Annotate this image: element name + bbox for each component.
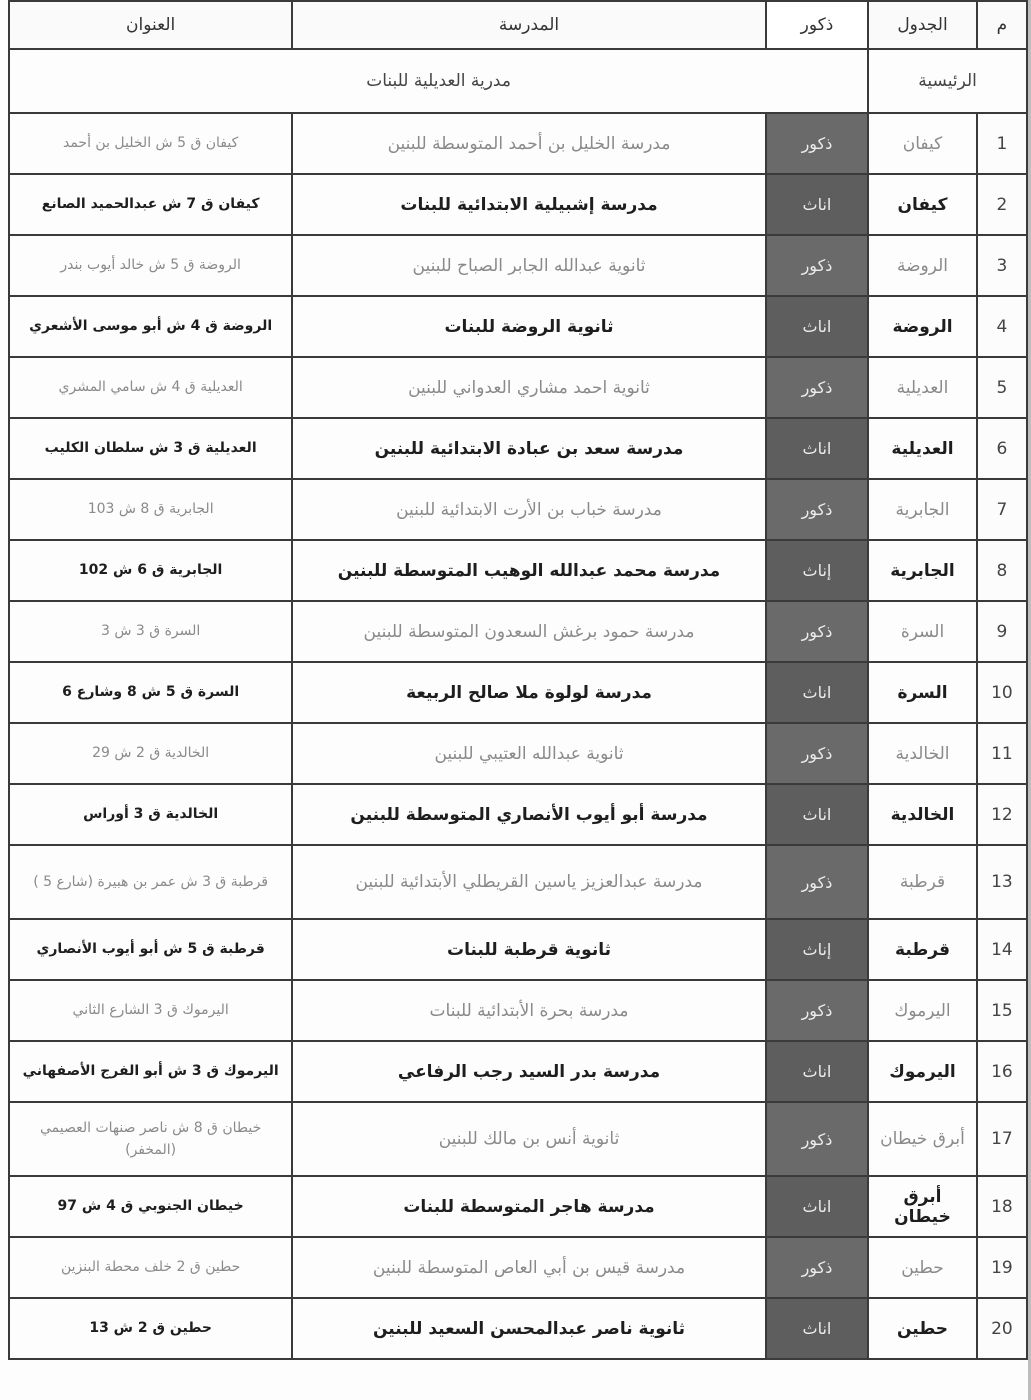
table-row — [9, 540, 1027, 601]
row-gender-badge: ذكور — [766, 357, 868, 418]
row-gender-badge: ذكور — [766, 1237, 868, 1298]
row-school-name: مدرسة سعد بن عبادة الابتدائية للبنين — [292, 418, 765, 479]
row-school-name: ثانوية احمد مشاري العدواني للبنين — [292, 357, 765, 418]
row-school-name: مدرسة محمد عبدالله الوهيب المتوسطة للبنين — [292, 540, 765, 601]
row-gender-badge: ذكور — [766, 723, 868, 784]
row-gender-badge: اناث — [766, 174, 868, 235]
row-number: 1 — [977, 113, 1027, 174]
row-area: الجابرية — [868, 540, 977, 601]
row-number: 17 — [977, 1102, 1027, 1176]
row-address: الجابرية ق 8 ش 103 — [9, 479, 292, 540]
row-school-name: مدرسة الخليل بن أحمد المتوسطة للبنين — [292, 113, 765, 174]
row-school-name: مدرسة بحرة الأبتدائية للبنات — [292, 980, 765, 1041]
row-address: الروضة ق 5 ش خالد أيوب بندر — [9, 235, 292, 296]
table-row — [9, 601, 1027, 662]
table-row — [9, 1102, 1027, 1176]
table-row — [9, 723, 1027, 784]
row-school-name: مدرسة خباب بن الأرت الابتدائية للبنين — [292, 479, 765, 540]
row-address: العديلية ق 4 ش سامي المشري — [9, 357, 292, 418]
row-area: الروضة — [868, 235, 977, 296]
row-school-name: ثانوية الروضة للبنات — [292, 296, 765, 357]
row-school-name: ثانوية ناصر عبدالمحسن السعيد للبنين — [292, 1298, 765, 1359]
row-school-name: ثانوية قرطبة للبنات — [292, 919, 765, 980]
row-gender-badge: اناث — [766, 1041, 868, 1102]
row-school-name: مدرسة أبو أيوب الأنصاري المتوسطة للبنين — [292, 784, 765, 845]
row-address: السرة ق 5 ش 8 وشارع 6 — [9, 662, 292, 723]
row-number: 2 — [977, 174, 1027, 235]
row-number: 19 — [977, 1237, 1027, 1298]
row-number: 14 — [977, 919, 1027, 980]
row-gender-badge: ذكور — [766, 845, 868, 919]
row-number: 16 — [977, 1041, 1027, 1102]
row-address: قرطبة ق 5 ش أبو أيوب الأنصاري — [9, 919, 292, 980]
table-row — [9, 418, 1027, 479]
row-gender-badge: اناث — [766, 296, 868, 357]
row-area: السرة — [868, 601, 977, 662]
row-school-name: ثانوية عبدالله العتيبي للبنين — [292, 723, 765, 784]
row-number: 6 — [977, 418, 1027, 479]
row-school-name: ثانوية أنس بن مالك للبنين — [292, 1102, 765, 1176]
table-row — [9, 357, 1027, 418]
row-address: قرطبة ق 3 ش عمر بن هبيرة (شارع 5 ) — [9, 845, 292, 919]
row-gender-badge: إناث — [766, 540, 868, 601]
row-area: أبرق خيطان — [868, 1102, 977, 1176]
row-address: الخالدية ق 2 ش 29 — [9, 723, 292, 784]
row-area: أبرق خيطان — [868, 1176, 977, 1237]
row-area: السرة — [868, 662, 977, 723]
main-row-label: الرئيسية — [868, 49, 1027, 113]
main-row-title: مدرية العديلية للبنات — [9, 49, 868, 113]
table-row — [9, 662, 1027, 723]
row-address: الخالدية ق 3 أوراس — [9, 784, 292, 845]
row-area: قرطبة — [868, 845, 977, 919]
row-gender-badge: ذكور — [766, 1102, 868, 1176]
row-gender-badge: اناث — [766, 1298, 868, 1359]
row-area: حطين — [868, 1237, 977, 1298]
header-address: العنوان — [9, 1, 292, 49]
row-number: 20 — [977, 1298, 1027, 1359]
header-gender: ذكور — [766, 1, 868, 49]
table-row — [9, 235, 1027, 296]
row-area: كيفان — [868, 174, 977, 235]
table-row — [9, 174, 1027, 235]
row-school-name: مدرسة بدر السيد رجب الرفاعي — [292, 1041, 765, 1102]
schools-table — [8, 0, 1028, 1360]
row-number: 11 — [977, 723, 1027, 784]
row-address: السرة ق 3 ش 3 — [9, 601, 292, 662]
row-number: 15 — [977, 980, 1027, 1041]
row-area: الخالدية — [868, 784, 977, 845]
row-address: خيطان ق 8 ش ناصر صنهات العصيمي (المخفر) — [9, 1102, 292, 1176]
row-number: 18 — [977, 1176, 1027, 1237]
header-row — [9, 1, 1027, 49]
row-address: خيطان الجنوبي ق 4 ش 97 — [9, 1176, 292, 1237]
row-address: حطين ق 2 خلف محطة البنزين — [9, 1237, 292, 1298]
row-school-name: ثانوية عبدالله الجابر الصباح للبنين — [292, 235, 765, 296]
row-area: الخالدية — [868, 723, 977, 784]
row-school-name: مدرسة إشبيلية الابتدائية للبنات — [292, 174, 765, 235]
row-address: حطين ق 2 ش 13 — [9, 1298, 292, 1359]
table-row — [9, 845, 1027, 919]
row-number: 4 — [977, 296, 1027, 357]
table-row — [9, 1298, 1027, 1359]
row-gender-badge: ذكور — [766, 113, 868, 174]
row-area: العديلية — [868, 357, 977, 418]
row-address: العديلية ق 3 ش سلطان الكليب — [9, 418, 292, 479]
row-gender-badge: ذكور — [766, 601, 868, 662]
row-school-name: مدرسة عبدالعزيز ياسين القريطلي الأبتدائية للبنين — [292, 845, 765, 919]
row-address: كيفان ق 5 ش الخليل بن أحمد — [9, 113, 292, 174]
row-gender-badge: ذكور — [766, 479, 868, 540]
row-school-name: مدرسة هاجر المتوسطة للبنات — [292, 1176, 765, 1237]
row-area: كيفان — [868, 113, 977, 174]
row-area: الجابرية — [868, 479, 977, 540]
table-row — [9, 113, 1027, 174]
row-gender-badge: اناث — [766, 418, 868, 479]
table-row — [9, 479, 1027, 540]
table-row — [9, 296, 1027, 357]
row-address: الجابرية ق 6 ش 102 — [9, 540, 292, 601]
row-number: 12 — [977, 784, 1027, 845]
table-row — [9, 1041, 1027, 1102]
row-school-name: مدرسة قيس بن أبي العاص المتوسطة للبنين — [292, 1237, 765, 1298]
row-gender-badge: إناث — [766, 919, 868, 980]
table-row — [9, 1237, 1027, 1298]
row-gender-badge: اناث — [766, 1176, 868, 1237]
row-gender-badge: ذكور — [766, 980, 868, 1041]
row-area: الروضة — [868, 296, 977, 357]
header-num: م — [977, 1, 1027, 49]
row-gender-badge: اناث — [766, 662, 868, 723]
row-gender-badge: ذكور — [766, 235, 868, 296]
header-school: المدرسة — [292, 1, 765, 49]
row-area: العديلية — [868, 418, 977, 479]
row-address: اليرموك ق 3 ش أبو الفرج الأصفهاني — [9, 1041, 292, 1102]
row-area: اليرموك — [868, 980, 977, 1041]
row-address: كيفان ق 7 ش عبدالحميد الصانع — [9, 174, 292, 235]
row-number: 8 — [977, 540, 1027, 601]
row-area: حطين — [868, 1298, 977, 1359]
row-number: 13 — [977, 845, 1027, 919]
main-row — [9, 49, 1027, 113]
row-area: اليرموك — [868, 1041, 977, 1102]
row-school-name: مدرسة لولوة ملا صالح الربيعة — [292, 662, 765, 723]
header-area: الجدول — [868, 1, 977, 49]
table-row — [9, 980, 1027, 1041]
row-number: 7 — [977, 479, 1027, 540]
row-number: 10 — [977, 662, 1027, 723]
row-number: 3 — [977, 235, 1027, 296]
row-address: الروضة ق 4 ش أبو موسى الأشعري — [9, 296, 292, 357]
row-gender-badge: اناث — [766, 784, 868, 845]
table-row — [9, 919, 1027, 980]
row-area: قرطبة — [868, 919, 977, 980]
table-row — [9, 1176, 1027, 1237]
row-number: 9 — [977, 601, 1027, 662]
table-row — [9, 784, 1027, 845]
row-number: 5 — [977, 357, 1027, 418]
row-address: اليرموك ق 3 الشارع الثاني — [9, 980, 292, 1041]
row-school-name: مدرسة حمود برغش السعدون المتوسطة للبنين — [292, 601, 765, 662]
